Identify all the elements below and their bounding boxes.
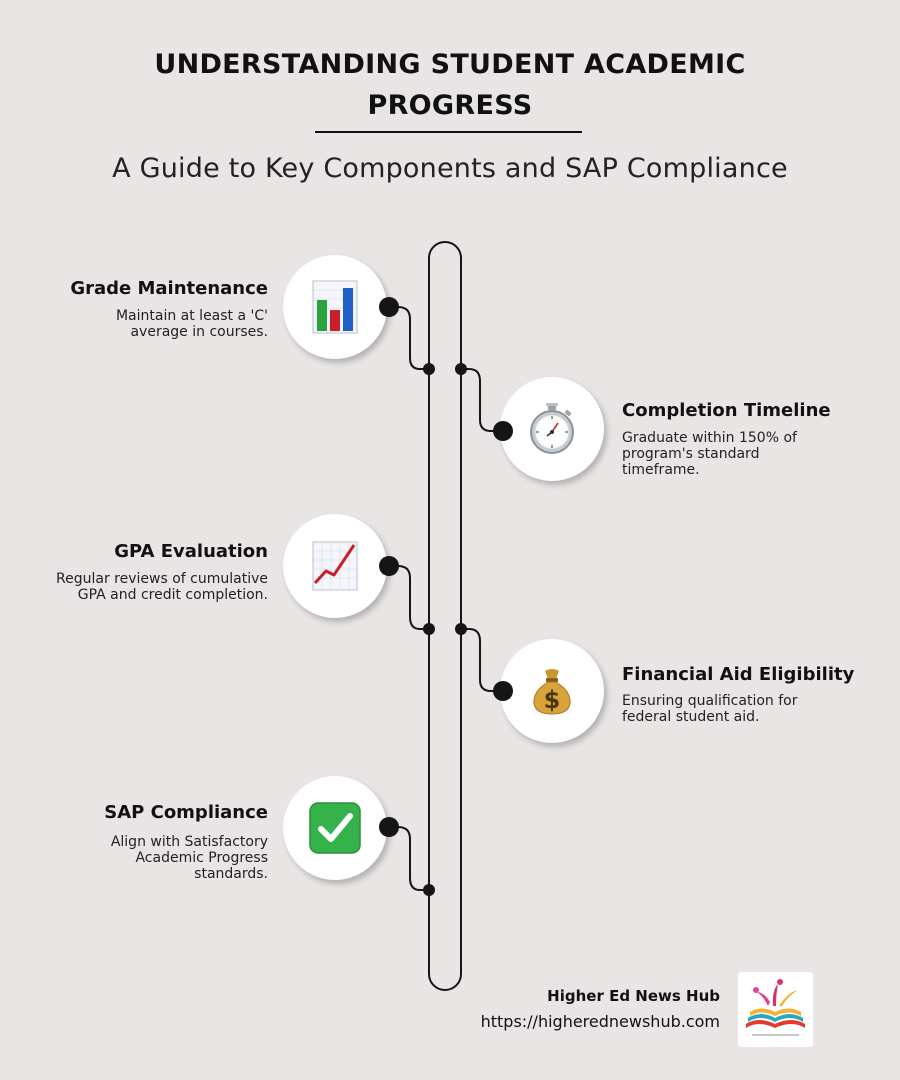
- page-title: UNDERSTANDING STUDENT ACADEMIC PROGRESS: [154, 49, 746, 121]
- item-title: SAP Compliance: [104, 802, 268, 823]
- item-description: Graduate within 150% of program's standard timeframe.: [622, 430, 797, 478]
- item-title: Financial Aid Eligibility: [622, 664, 855, 685]
- item-title: Completion Timeline: [622, 400, 831, 421]
- book-logo-icon: [738, 972, 813, 1047]
- item-description: Ensuring qualification for federal student aid.: [622, 693, 798, 725]
- item-title: Grade Maintenance: [70, 278, 268, 299]
- brand-name: Higher Ed News Hub: [547, 987, 720, 1005]
- item-description: Align with Satisfactory Academic Progress standards.: [110, 834, 268, 882]
- svg-text:$: $: [543, 686, 561, 714]
- page-subtitle: A Guide to Key Components and SAP Compliance: [112, 153, 788, 184]
- item-description: Regular reviews of cumulative GPA and credit completion.: [56, 571, 268, 603]
- item-title: GPA Evaluation: [114, 541, 268, 562]
- item-description: Maintain at least a 'C' average in courses.: [115, 308, 268, 340]
- brand-url[interactable]: https://higherednewshub.com: [480, 1012, 720, 1031]
